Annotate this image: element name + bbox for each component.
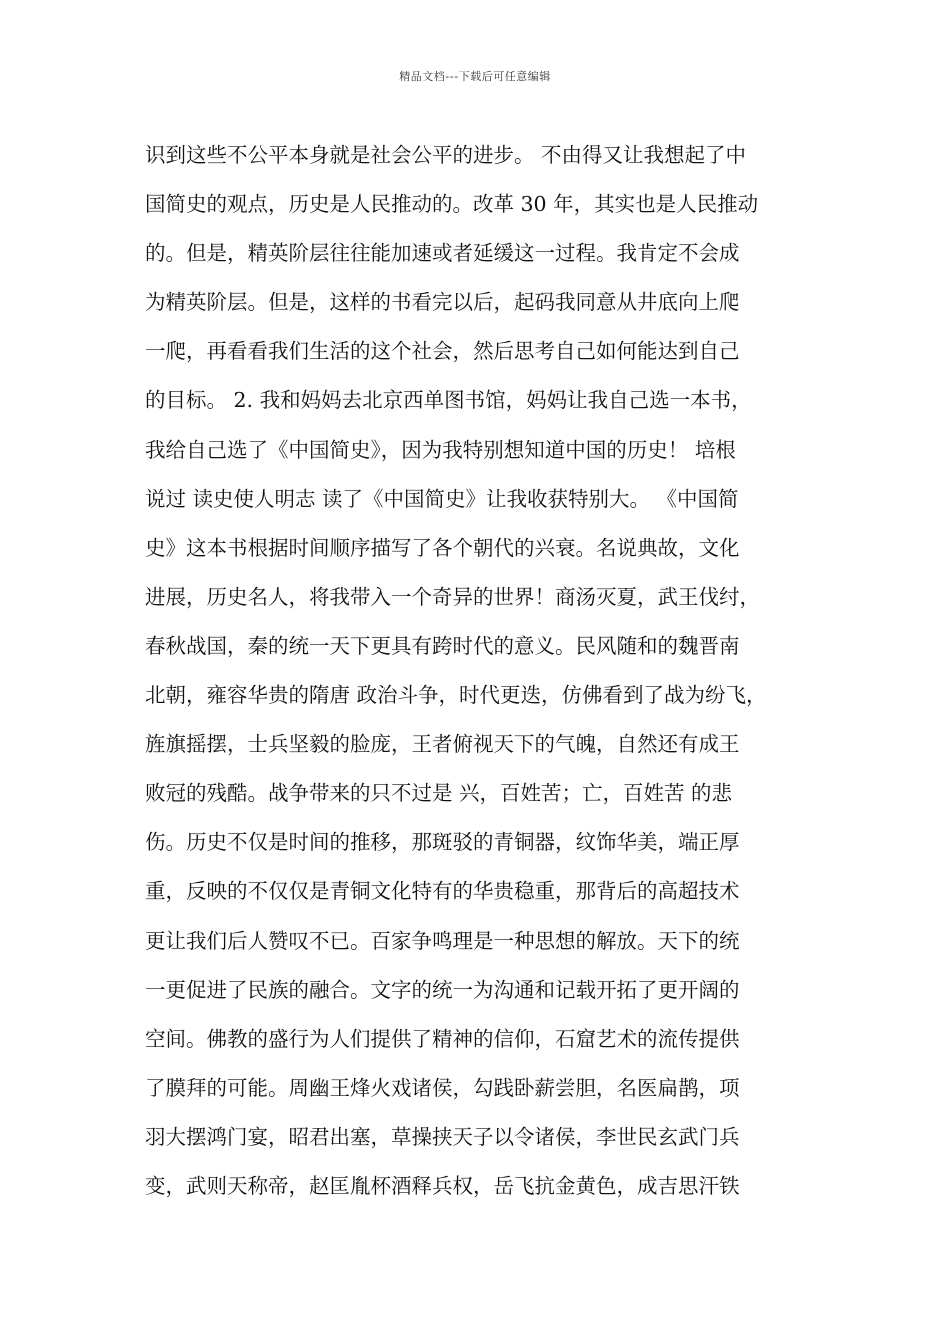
text-line: 我给自己选了《中国简史》，因为我特别想知道中国的历史！ 培根 <box>145 437 736 462</box>
text-line: 国简史的观点，历史是人民推动的。改革 30 年，其实也是人民推动 <box>145 192 759 217</box>
text-line: 史》这本书根据时间顺序描写了各个朝代的兴衰。名说典故，文化 <box>145 535 740 560</box>
text-line: 的。但是，精英阶层往往能加速或者延缓这一过程。我肯定不会成 <box>145 241 740 266</box>
text-line: 了膜拜的可能。周幽王烽火戏诸侯，勾践卧薪尝胆，名医扁鹊，项 <box>145 1075 740 1100</box>
text-line: 旌旗摇摆，士兵坚毅的脸庞，王者俯视天下的气魄，自然还有成王 <box>145 732 740 757</box>
text-line: 变，武则天称帝，赵匡胤杯酒释兵权，岳飞抗金黄色，成吉思汗铁 <box>145 1173 740 1198</box>
text-line: 北朝，雍容华贵的隋唐 政治斗争，时代更迭，仿佛看到了战为纷飞， <box>145 683 767 708</box>
text-line: 一爬，再看看我们生活的这个社会，然后思考自己如何能达到自己 <box>145 339 740 364</box>
text-line: 败冠的残酷。战争带来的只不过是 兴，百姓苦；亡，百姓苦 的悲 <box>145 781 733 806</box>
page-header: 精品文档---下载后可任意编辑 <box>399 70 551 83</box>
text-line: 为精英阶层。但是，这样的书看完以后，起码我同意从井底向上爬 <box>145 290 740 315</box>
text-line: 一更促进了民族的融合。文字的统一为沟通和记载开拓了更开阔的 <box>145 977 740 1002</box>
text-line: 识到这些不公平本身就是社会公平的进步。 不由得又让我想起了中 <box>145 143 747 167</box>
text-line: 更让我们后人赞叹不已。百家争鸣理是一种思想的解放。天下的统 <box>145 928 740 953</box>
text-line: 进展，历史名人，将我带入一个奇异的世界！商汤灭夏，武王伐纣， <box>145 584 760 609</box>
text-line: 春秋战国，秦的统一天下更具有跨时代的意义。民风随和的魏晋南 <box>145 633 740 658</box>
text-line: 重，反映的不仅仅是青铜文化特有的华贵稳重，那背后的高超技术 <box>145 879 740 904</box>
text-line: 说过 读史使人明志 读了《中国简史》让我收获特别大。 《中国简 <box>145 486 739 511</box>
text-line: 羽大摆鸿门宴，昭君出塞，草操挟天子以令诸侯，李世民玄武门兵 <box>145 1124 740 1149</box>
text-line: 的目标。 2. 我和妈妈去北京西单图书馆，妈妈让我自己选一本书， <box>145 388 752 413</box>
text-line: 伤。历史不仅是时间的推移，那斑驳的青铜器，纹饰华美，端正厚 <box>145 830 740 855</box>
body-text <box>145 131 825 1211</box>
text-line: 空间。佛教的盛行为人们提供了精神的信仰，石窟艺术的流传提供 <box>145 1026 740 1051</box>
